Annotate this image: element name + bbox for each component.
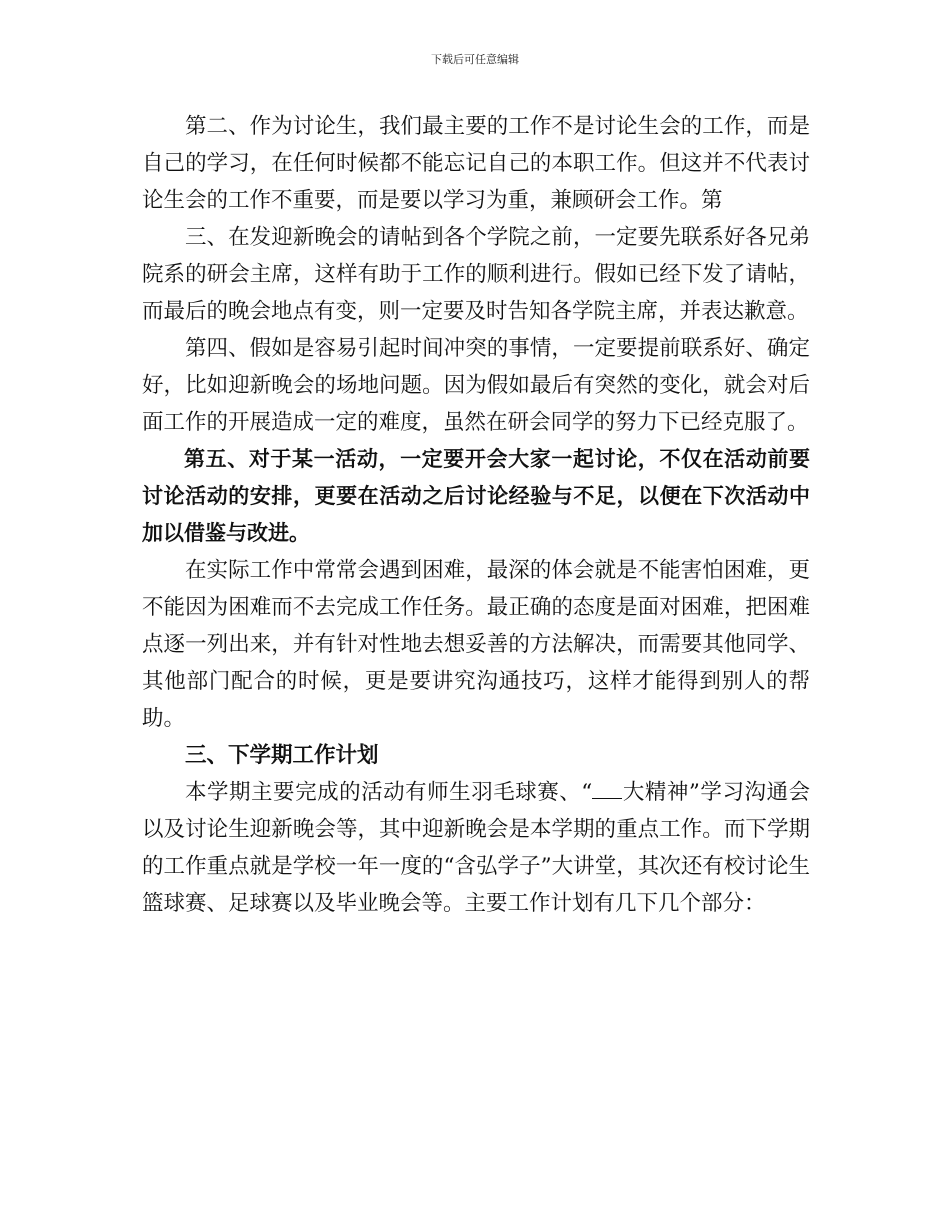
paragraph-second-point: 第二、作为讨论生，我们最主要的工作不是讨论生会的工作，而是自己的学习，在任何时候都不能忘记自己的本职工作。但这并不代表讨论生会的工作不重要，而是要以学习为重，兼顾研会工作。第 [142,114,810,213]
page-header-note: 下载后可任意编辑 [431,53,519,66]
paragraph-third-point: 三、在发迎新晚会的请帖到各个学院之前，一定要先联系好各兄弟院系的研会主席，这样有助于工作的顺利进行。假如已经下发了请帖，而最后的晚会地点有变，则一定要及时告知各学院主席，并表达歉意。 [142,225,810,324]
paragraph-activities-part1: 本学期主要完成的活动有师生羽毛球赛、“ [185,780,593,805]
fill-in-blank [592,779,622,799]
section-heading-next-term-plan: 三、下学期工作计划 [185,743,379,768]
paragraph-fifth-point: 第五、对于某一活动，一定要开会大家一起讨论，不仅在活动前要讨论活动的安排，更要在活动之后讨论经验与不足，以便在下次活动中加以借鉴与改进。 [142,447,810,545]
paragraph-activities-part2: 大精神”学习沟通会以及讨论生迎新晚会等，其中迎新晚会是本学期的重点工作。而下学期的工作重点就是学校一年一度的“含弘学子”大讲堂，其次还有校讨论生篮球赛、足球赛以及毕业晚会等。主要工作计划有几下几个部分： [142,780,810,916]
paragraph-difficulties: 在实际工作中常常会遇到困难，最深的体会就是不能害怕困难，更不能因为困难而不去完成工作任务。最正确的态度是面对困难，把困难点逐一列出来，并有针对性地去想妥善的方法解决，而需要其他同学、其他部门配合的时候，更是要讲究沟通技巧，这样才能得到别人的帮助。 [142,558,810,731]
document-body [142,108,810,922]
paragraph-activities [142,774,810,922]
paragraph-fourth-point: 第四、假如是容易引起时间冲突的事情，一定要提前联系好、确定好，比如迎新晚会的场地问题。因为假如最后有突然的变化，就会对后面工作的开展造成一定的难度，虽然在研会同学的努力下已经克服了。 [142,336,810,435]
